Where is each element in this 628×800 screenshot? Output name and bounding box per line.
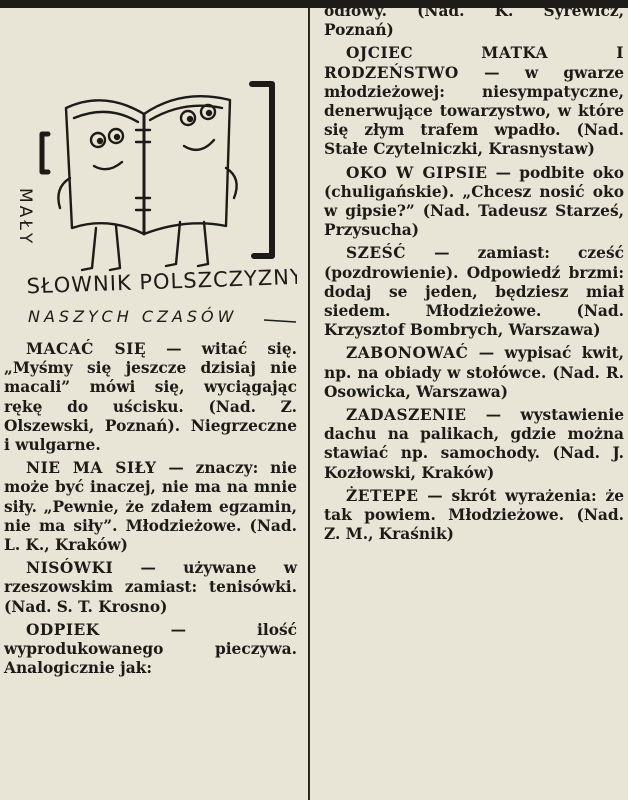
definition: — skrót wyrażenia: że tak powiem. Młodzieżowe. (Nad. Z. M., Kraśnik) [324,486,624,544]
book-characters-drawing [4,38,297,328]
headword: ZADASZENIE [346,406,467,425]
headword: OJCIEC MATKA I RODZEŃSTWO [324,44,624,82]
entry-szesc [324,244,624,340]
illustration-title: SŁOWNIK POLSZCZYZNY [26,264,297,299]
headword: ODPIEK [26,620,100,639]
definition: — w gwarze młodzieżowej: niesympatyczne, denerwujące towarzystwo, w które się złym trafem wpadło. (Nad. Stałe Czytelniczki, Krasnystaw) [324,63,624,159]
side-label: MAŁY [15,188,35,247]
entry-odpiek [4,621,297,679]
definition: — wystawienie dachu na palikach, gdzie można stawiać np. samochody. (Nad. J. Kozłowski, Kraków) [324,406,624,482]
illustration-subtitle: NASZYCH CZASÓW [28,307,238,326]
entry-ojciec-matka [324,44,624,159]
headword: ŻETEPE [346,486,419,505]
entry-zadaszenie [324,406,624,483]
definition: — używane w rzeszowskim zamiast: tenisówki. (Nad. S. T. Krosno) [4,559,297,616]
header-illustration [4,38,297,328]
definition: — ilość wyprodukowanego pieczywa. Analogicznie jak: [4,620,297,678]
headword: OKO W GIPSIE [346,163,488,182]
headword: MACAĆ SIĘ [26,340,147,358]
entry-macac-sie [4,340,297,455]
entry-nisowki [4,559,297,617]
definition: — wypisać kwit, np. na obiady w stołówce. (Nad. R. Osowicka, Warszawa) [324,344,624,401]
entry-nie-ma-sily [4,459,297,555]
definition: — witać się. „Myśmy się jeszcze dzisiaj nie macali” mówi się, wyciągając rękę do uścisku. (Nad. Z. Olszewski, Poznań). Niegrzeczne i wulgarne. [4,340,297,455]
continued-text: odłowy. (Nad. K. Syrewicz, Poznań) [324,2,624,40]
definition: — zamiast: cześć (pozdrowienie). Odpowiedź brzmi: dodaj se jeden, będziesz miał siedem. Młodzieżowe. (Nad. Krzysztof Bombrych, Warszawa) [324,244,624,340]
headword: NIE MA SIŁY [26,459,157,478]
entry-oko-w-gipsie [324,164,624,241]
entry-zetepe [324,487,624,545]
right-entries [324,2,624,548]
column-divider [308,8,310,800]
headword: ZABONOWAĆ [346,344,469,363]
headword: NISÓWKI [26,559,114,578]
right-column [324,2,624,800]
entry-zabonowac [324,344,624,402]
definition: — znaczy: nie może być inaczej, nie ma na mnie siły. „Pewnie, że zdałem egzamin, nie ma siły”. Młodzieżowe. (Nad. L. K., Kraków) [4,459,298,555]
left-column [4,8,297,800]
headword: SZEŚĆ [346,244,406,263]
left-entries [4,340,297,682]
definition: — podbite oko (chuligańskie). „Chcesz nosić oko w gipsie?” (Nad. Tadeusz Starześ, Przysucha) [324,163,624,240]
